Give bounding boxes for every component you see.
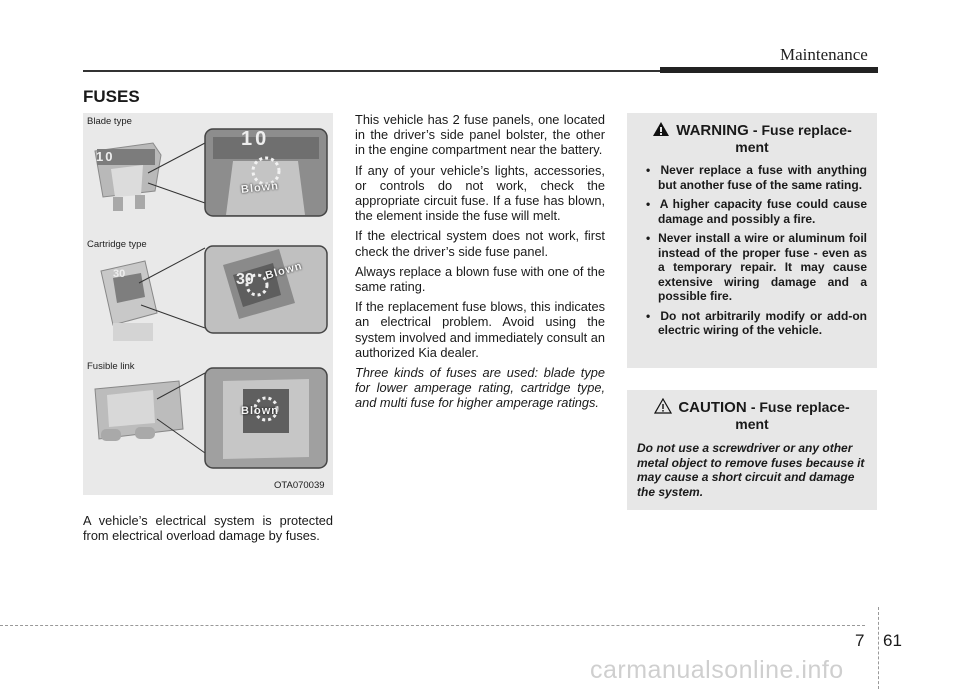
caution-box: [627, 390, 877, 510]
warning-title: [637, 121, 867, 156]
fusible-link-icon: [95, 368, 327, 468]
blown-label-blade: Blown: [240, 180, 280, 196]
warning-list: [637, 163, 867, 338]
list-item: • Never replace a fuse with anything but another fuse of the same rating.: [646, 163, 867, 192]
footer-divider: [878, 607, 880, 689]
fuse-drawings: [83, 113, 333, 495]
label-cartridge-type: Cartridge type: [87, 239, 147, 250]
blade-fuse-rating-small: 10: [96, 149, 115, 164]
caution-subtitle: - Fuse replace-: [750, 399, 850, 415]
body-text-column: [355, 112, 605, 416]
blown-label-fusible: Blown: [241, 405, 279, 417]
cartridge-fuse-icon: [101, 246, 327, 341]
paragraph-consult-dealer: If the replacement fuse blows, this indicates an electrical problem. Avoid using the system involved and immediately consult an authorized Kia dealer.: [355, 299, 605, 360]
section-header: Maintenance: [780, 45, 868, 64]
caution-subtitle-cont: ment: [735, 416, 769, 432]
warning-subtitle-cont: ment: [735, 139, 769, 155]
fuse-illustration: [83, 113, 333, 495]
warning-heading: WARNING: [676, 122, 749, 139]
paragraph-fuse-panels: This vehicle has 2 fuse panels, one located in the driver’s side panel bolster, the other in the engine compartment near the battery.: [355, 112, 605, 158]
header-rule: [83, 70, 663, 72]
caution-icon: [654, 398, 672, 414]
figure-code: OTA070039: [274, 480, 325, 491]
watermark: carmanualsonline.info: [590, 656, 844, 684]
blade-fuse-icon: [95, 129, 327, 216]
cartridge-fuse-rating: 30: [236, 271, 254, 288]
page-title: FUSES: [83, 87, 140, 106]
header-rule-accent: [660, 67, 878, 73]
caution-title: [637, 398, 867, 433]
caution-text: Do not use a screwdriver or any other metal object to remove fuses because it may cause a short circuit and damage the system.: [637, 441, 865, 499]
intro-paragraph: A vehicle’s electrical system is protected from electrical overload damage by fuses.: [83, 513, 333, 544]
paragraph-fuse-kinds: Three kinds of fuses are used: blade type for lower amperage rating, cartridge type, and multi fuse for higher amperage ratings.: [355, 365, 605, 411]
cartridge-fuse-rating-small: 30: [113, 268, 126, 280]
chapter-number: 7: [855, 631, 865, 650]
warning-subtitle: - Fuse replace-: [752, 122, 852, 138]
list-item: • A higher capacity fuse could cause damage and possibly a fire.: [646, 197, 867, 226]
blown-label-cartridge: Blown: [264, 259, 304, 283]
blade-fuse-rating: 10: [241, 128, 270, 150]
warning-icon: [652, 121, 670, 137]
paragraph-driver-panel: If the electrical system does not work, first check the driver’s side fuse panel.: [355, 228, 605, 259]
page-number: 61: [883, 631, 902, 650]
list-item: • Do not arbitrarily modify or add-on electric wiring of the vehicle.: [646, 308, 867, 337]
warning-box: [627, 113, 877, 368]
label-fusible-link: Fusible link: [87, 361, 135, 372]
paragraph-check-fuse: If any of your vehicle’s lights, accessories, or controls do not work, check the appropriate circuit fuse. If a fuse has blown, the element inside the fuse will melt.: [355, 162, 605, 224]
caution-heading: CAUTION: [678, 399, 747, 416]
footer-rule: [0, 625, 865, 626]
paragraph-same-rating: Always replace a blown fuse with one of the same rating.: [355, 263, 605, 295]
list-item: • Never install a wire or aluminum foil instead of the proper fuse - even as a temporary repair. It may cause extensive wiring damage and a possible fire.: [646, 231, 868, 303]
label-blade-type: Blade type: [87, 116, 132, 127]
